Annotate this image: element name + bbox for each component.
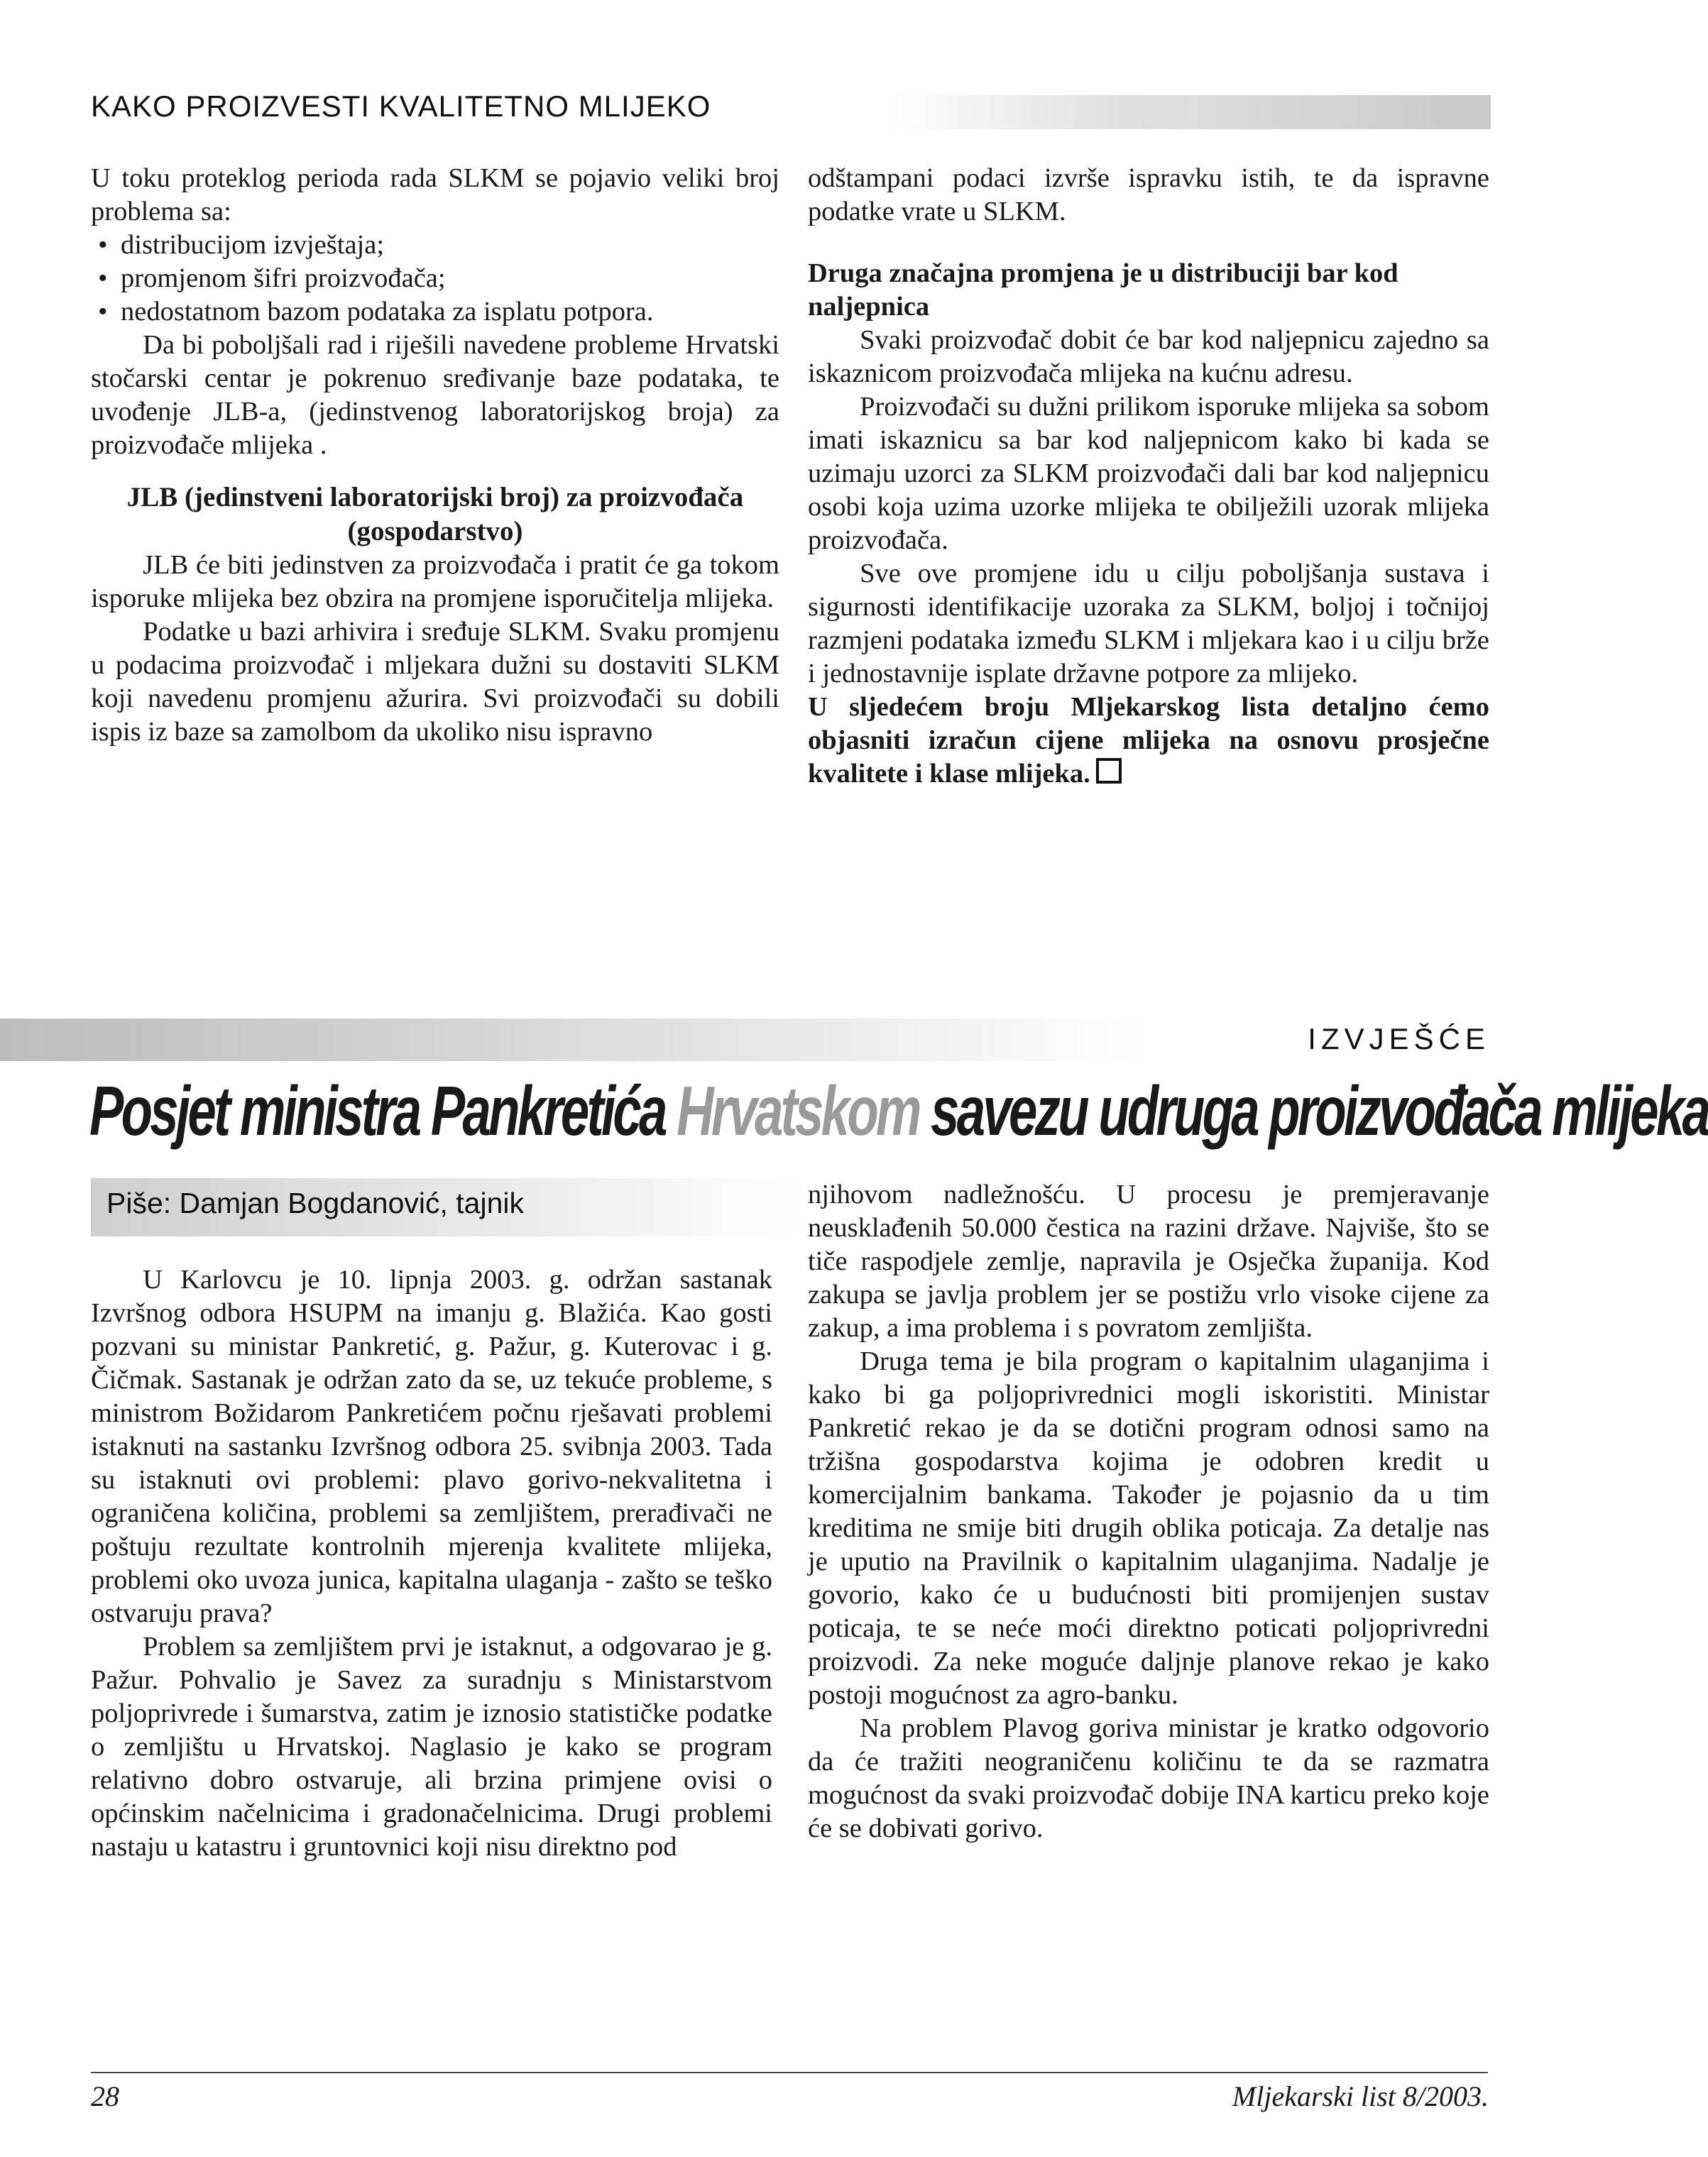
paragraph: Problem sa zemljištem prvi je istaknut, a odgovarao je g. Pažur. Pohvalio je Savez za suradnju s Ministarstvom poljoprivrede i šumarstva, zatim je iznosio statističke podatke o zemljištu u Hrvatskoj. Naglasio je kako se program relativno dobro ostvaruje, ali brzina primjene ovisi o općinskim načelnicima i gradonačelnicima. Drugi problemi nastaju u katastru i gruntovnici koji nisu direktno pod: [91, 1632, 772, 1862]
list-item: • nedostatnom bazom podataka za isplatu potpora.: [91, 295, 779, 329]
closing-note-text: U sljedećem broju Mljekarskog lista detaljno ćemo objasniti izračun cijene mlijeka na osnovu prosječne kvalitete i klase mlijeka.: [808, 692, 1489, 789]
closing-note: [808, 691, 1489, 791]
paragraph: Na problem Plavog goriva ministar je kratko odgovorio da će tražiti neograničenu količinu te da se razmatra mogućnost da svaki proizvođač dobije INA karticu preko koje će se dobivati gorivo.: [808, 1713, 1489, 1843]
top-right-column: [808, 162, 1489, 791]
paragraph: Da bi poboljšali rad i riješili navedene probleme Hrvatski stočarski centar je pokrenuo sređivanje baze podataka, te uvođenje JLB-a, (jedinstvenog laboratorijskog broja) za proizvođače mlijeka .: [91, 330, 779, 460]
bottom-right-column: [808, 1178, 1489, 1845]
running-head: KAKO PROIZVESTI KVALITETNO MLIJEKO: [91, 89, 711, 123]
intro-text: U toku proteklog perioda rada SLKM se pojavio veliki broj problema sa:: [91, 163, 779, 226]
page-number: 28: [91, 2080, 119, 2112]
list-item: • distribucijom izvještaja;: [91, 229, 779, 262]
header-shade-bar: [887, 95, 1491, 129]
section-heading-barcode: Druga značajna promjena je u distribuciji bar kod naljepnica: [808, 258, 1398, 322]
paragraph: JLB će biti jedinstven za proizvođača i pratit će ga tokom isporuke mlijeka bez obzira na promjene isporučitelja mlijeka.: [91, 550, 779, 613]
top-left-column: [91, 162, 779, 749]
paragraph: Podatke u bazi arhivira i sređuje SLKM. Svaku promjenu u podacima proizvođač i mljekara dužni su dostaviti SLKM koji navedenu promjenu ažurira. Svi proizvođači su dobili ispis iz baze sa zamolbom da ukoliko nisu ispravno: [91, 617, 779, 747]
paragraph: odštampani podaci izvrše ispravku istih, te da ispravne podatke vrate u SLKM.: [808, 163, 1489, 226]
paragraph: Svaki proizvođač dobit će bar kod naljepnicu zajedno sa iskaznicom proizvođača mlijeka na kućnu adresu.: [808, 325, 1489, 388]
paragraph: Proizvođači su dužni prilikom isporuke mlijeka sa sobom imati iskaznicu sa bar kod naljepnicom kako bi kada se uzimaju uzorci za SLKM proizvođači dali bar kod naljepnicu osobi koja uzima uzorke mlijeka te obilježili uzorak mlijeka proizvođača.: [808, 392, 1489, 555]
author-byline: Piše: Damjan Bogdanović, tajnik: [106, 1187, 524, 1219]
section-tag: IZVJEŠĆE: [1308, 1022, 1490, 1055]
end-mark-icon: [1096, 758, 1122, 784]
headline-part: savezu udruga proizvođača mlijeka: [919, 1072, 1708, 1150]
publication-name: Mljekarski list 8/2003.: [1232, 2080, 1489, 2112]
section-band: [0, 1019, 1530, 1061]
problem-list: [91, 229, 779, 329]
bottom-left-column: [91, 1263, 772, 1864]
paragraph: U Karlovcu je 10. lipnja 2003. g. održan sastanak Izvršnog odbora HSUPM na imanju g. Blažića. Kao gosti pozvani su ministar Pankretić, g. Pažur, g. Kuterovac i g. Čičmak. Sastanak je održan zato da se, uz tekuće probleme, s ministrom Božidarom Pankretićem počnu rješavati problemi istaknuti na sastanku Izvršnog odbora 25. svibnja 2003. Tada su istaknuti ovi problemi: plavo gorivo-nekvalitetna i ograničena količina, problemi sa zemljištem, prerađivači ne poštuju rezultate kontrolnih mjerenja kvalitete mlijeka, problemi oko uvoza junica, kapitalna ulaganja - zašto se teško ostvaruju prava?: [91, 1265, 772, 1628]
paragraph: Druga tema je bila program o kapitalnim ulaganjima i kako bi ga poljoprivrednici mogli iskoristiti. Ministar Pankretić rekao je da se dotični program odnosi samo na tržišna gospodarstva kojima je odobren kredit u komercijalnim bankama. Također je pojasnio da u tim kreditima ne smije biti drugih oblika poticaja. Za detalje nas je uputio na Pravilnik o kapitalnim ulaganjima. Nadalje je govorio, kako će u budućnosti biti promijenjen sustav poticaja, te se neće moći direktno poticati poljoprivredni proizvodi. Za neke moguće daljnje planove rekao je kako postoji mogućnost za agro-banku.: [808, 1346, 1489, 1710]
section-heading-jlb: JLB (jedinstveni laboratorijski broj) za proizvođača (gospodarstvo): [126, 482, 744, 547]
headline-part: Posjet ministra Pankretića: [89, 1072, 677, 1150]
list-item: • promjenom šifri proizvođača;: [91, 262, 779, 295]
paragraph: Sve ove promjene idu u cilju poboljšanja sustava i sigurnosti identifikacije uzoraka za SLKM, boljoj i točnijoj razmjeni podataka između SLKM i mljekara kao i u cilju brže i jednostavnije isplate državne potpore za mlijeko.: [808, 559, 1489, 688]
paragraph: njihovom nadležnošću. U procesu je premjeravanje neusklađenih 50.000 čestica na razini države. Najviše, što se tiče raspodjele zemlje, napravila je Osječka županija. Kod zakupa se javlja problem jer se postižu vrlo visoke cijene za zakup, a ima problema i s povratom zemljišta.: [808, 1180, 1489, 1343]
headline-part-highlight: Hrvatskom: [677, 1072, 919, 1150]
footer-rule: [91, 2072, 1488, 2073]
article-headline: [89, 1068, 1708, 1153]
